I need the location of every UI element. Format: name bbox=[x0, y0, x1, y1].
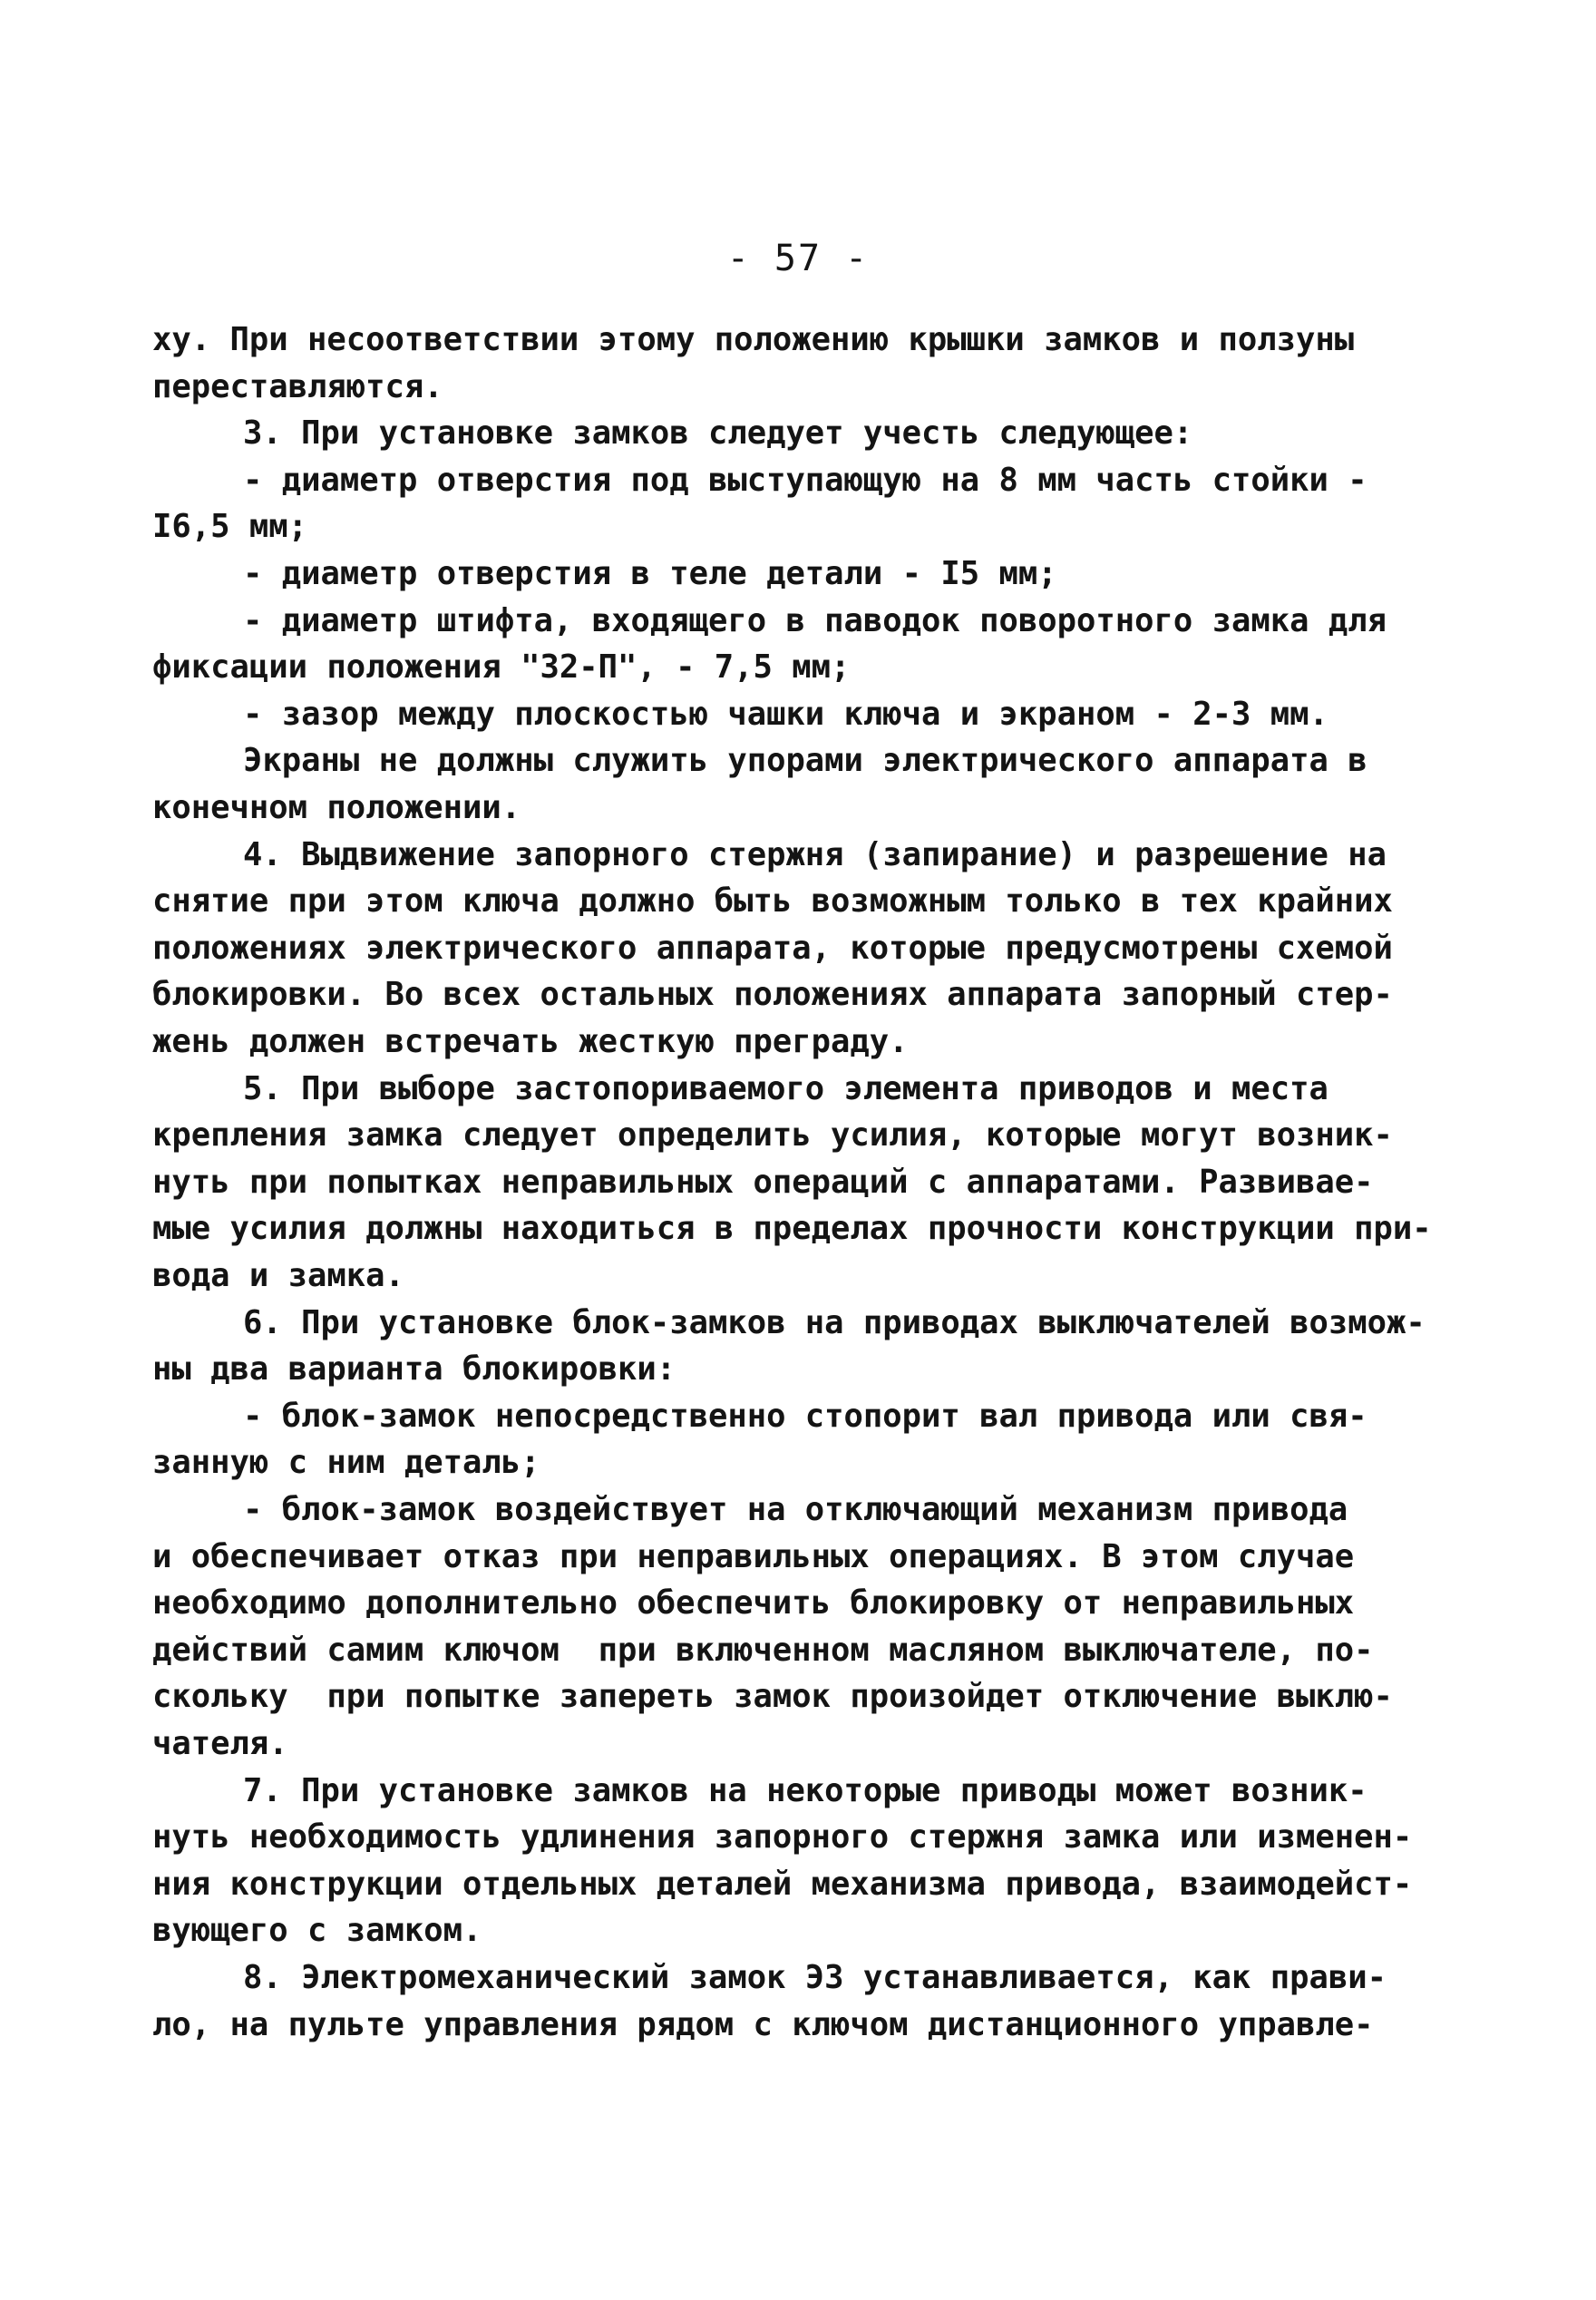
text-line: - диаметр штифта, входящего в паводок поворотного замка для bbox=[243, 601, 1387, 639]
text-line: скольку при попытке запереть замок произойдет отключение выклю- bbox=[152, 1678, 1393, 1716]
text-line: переставляются. bbox=[152, 367, 443, 405]
text-line: 8. Электромеханический замок ЭЗ устанавливается, как прави- bbox=[243, 1959, 1387, 1996]
text-line: жень должен встречать жесткую преграду. bbox=[152, 1023, 909, 1060]
text-line: блокировки. Во всех остальных положениях аппарата запорный стер- bbox=[152, 976, 1393, 1014]
text-line: I6,5 мм; bbox=[152, 508, 307, 546]
text-line: 6. При установке блок-замков на приводах выключателей возмож- bbox=[243, 1303, 1426, 1341]
text-line: - диаметр отверстия под выступающую на 8 мм часть стойки - bbox=[243, 461, 1367, 499]
text-line: Экраны не должны служить упорами электрического аппарата в bbox=[243, 742, 1367, 780]
text-line: 5. При выборе застопориваемого элемента приводов и места bbox=[243, 1069, 1328, 1107]
page-number: - 57 - bbox=[726, 238, 870, 279]
text-line: 7. При установке замков на некоторые приводы может возник- bbox=[243, 1771, 1367, 1809]
text-line: - зазор между плоскостью чашки ключа и экраном - 2-3 мм. bbox=[243, 695, 1328, 733]
text-line: ху. При несоответствии этому положению крышки замков и ползуны bbox=[152, 321, 1355, 358]
text-line: 3. При установке замков следует учесть следующее: bbox=[243, 414, 1193, 453]
text-line: и обеспечивает отказ при неправильных операциях. В этом случае bbox=[152, 1537, 1355, 1575]
text-line: чателя. bbox=[152, 1725, 288, 1762]
text-line: фиксации положения "32-П", - 7,5 мм; bbox=[152, 648, 851, 687]
text-line: - блок-замок непосредственно стопорит вал привода или свя- bbox=[243, 1397, 1367, 1435]
text-line: ны два варианта блокировки: bbox=[152, 1350, 676, 1389]
text-line: действий самим ключом при включенном масляном выключателе, по- bbox=[152, 1631, 1374, 1669]
text-line: ния конструкции отдельных деталей механизма привода, взаимодейст- bbox=[152, 1865, 1413, 1903]
text-line: положениях электрического аппарата, которые предусмотрены схемой bbox=[152, 929, 1393, 967]
text-line: нуть необходимость удлинения запорного стержня замка или изменен- bbox=[152, 1818, 1413, 1857]
text-line: - диаметр отверстия в теле детали - I5 мм; bbox=[243, 555, 1057, 592]
text-line: ло, на пульте управления рядом с ключом дистанционного управле- bbox=[152, 2005, 1374, 2043]
text-line: снятие при этом ключа должно быть возможным только в тех крайних bbox=[152, 882, 1393, 921]
text-line: - блок-замок воздействует на отключающий механизм привода bbox=[243, 1491, 1348, 1528]
text-line: 4. Выдвижение запорного стержня (запирание) и разрешение на bbox=[243, 835, 1387, 873]
text-line: вующего с замком. bbox=[152, 1912, 482, 1950]
text-line: конечном положении. bbox=[152, 789, 521, 826]
text-line: мые усилия должны находиться в пределах прочности конструкции при- bbox=[152, 1210, 1432, 1248]
text-line: занную с ним деталь; bbox=[152, 1444, 540, 1482]
text-line: крепления замка следует определить усилия, которые могут возник- bbox=[152, 1116, 1393, 1155]
text-line: необходимо дополнительно обеспечить блокировку от неправильных bbox=[152, 1584, 1355, 1623]
text-line: нуть при попытках неправильных операций с аппаратами. Развивае- bbox=[152, 1163, 1374, 1201]
text-line: вода и замка. bbox=[152, 1257, 404, 1294]
